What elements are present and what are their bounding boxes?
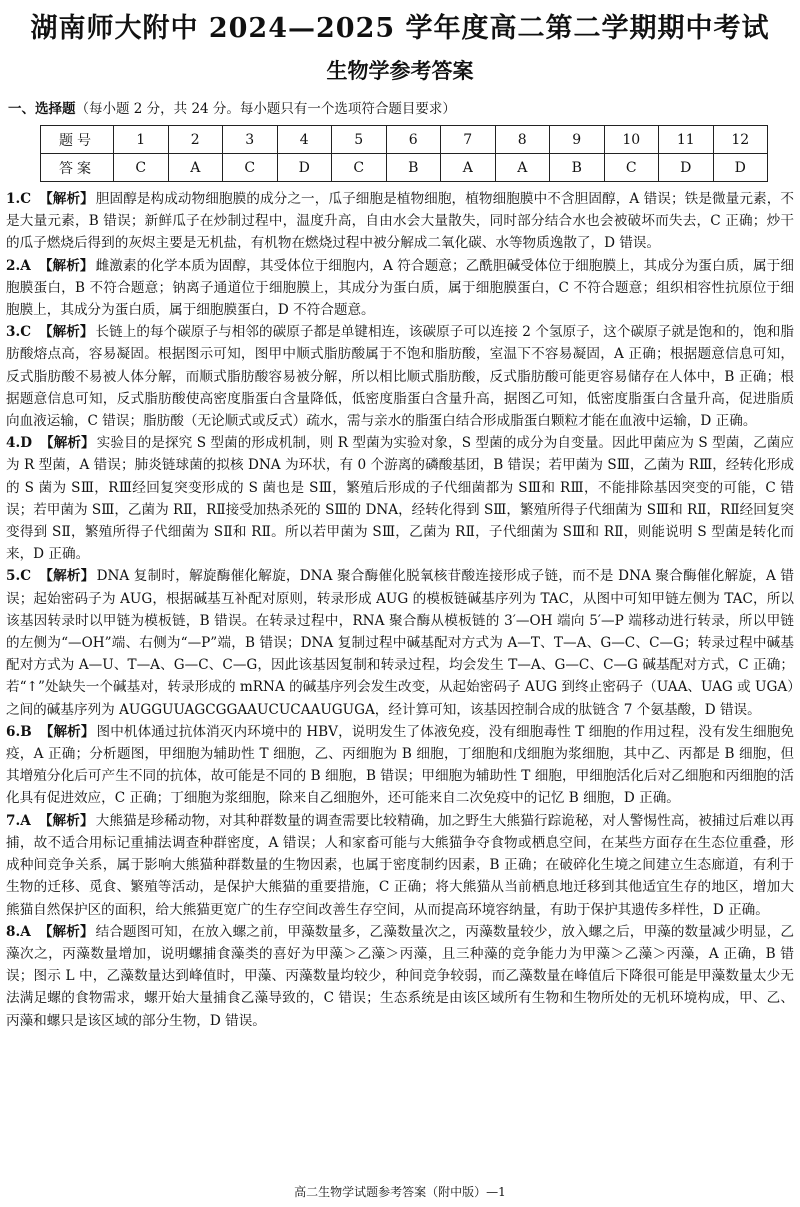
answer-cell: A — [441, 154, 496, 182]
answer-cell: C — [604, 154, 659, 182]
question-number-cell: 9 — [550, 126, 605, 154]
explanation-item — [6, 188, 794, 255]
item-text: 结合题图可知，在放入螺之前，甲藻数量多，乙藻数量次之，丙藻数量较少，放入螺之后，甲藻的数量减少明显，乙藻次之，丙藻数量增加，说明螺捕食藻类的喜好为甲藻＞乙藻＞丙藻，且三种藻的竞争能力为甲藻＞乙藻＞丙藻，A 正确，B 错误；图示 L 中，乙藻数量达到峰值时，甲藻、丙藻数量均较少，种间竞争较弱，而乙藻数量在峰值后下降很可能是甲藻数量太少无法满足螺的食物需求，螺开始大量捕食乙藻导致的，C 错误；生态系统是由该区域所有生物和生物所处的无机环境构成，甲、乙、丙藻和螺只是该区域的部分生物，D 错误。 — [6, 923, 795, 1029]
item-number: 4.D — [6, 435, 32, 452]
item-tag: 【解析】 — [39, 324, 94, 341]
explanation-item — [6, 255, 794, 322]
question-number-cell: 1 — [114, 126, 169, 154]
item-text: 雌激素的化学本质为固醇，其受体位于细胞内，A 符合题意；乙酰胆碱受体位于细胞膜上，其成分为蛋白质，属于细胞膜蛋白，B 不符合题意；钠离子通道位于细胞膜上，其成分为蛋白质，属于细胞膜蛋白，C 不符合题意；组织相容性抗原位于细胞膜上，其成分为蛋白质，属于细胞膜蛋白，D 不符合题意。 — [6, 257, 795, 319]
answer-cell: A — [495, 154, 550, 182]
explanation-item — [6, 565, 794, 720]
answer-cell: C — [223, 154, 278, 182]
item-tag: 【解析】 — [38, 812, 94, 829]
item-text: 实验目的是探究 S 型菌的形成机制，则 R 型菌为实验对象，S 型菌的成分为自变量。因此甲菌应为 S 型菌，乙菌应为 R 型菌，A 错误；肺炎链球菌的拟核 DNA 为环状，有 0 个游离的磷酸基团，B 错误；若甲菌为 SⅢ，乙菌为 RⅢ，经转化形成的 S 菌为 SⅢ，RⅢ经回复突变形成的 S 菌也是 SⅢ，繁殖后形成的子代细菌都为 SⅢ和 RⅢ，不能排除基因突变的可能，C 错误；若甲菌为 SⅢ，乙菌为 RⅡ，RⅡ接受加热杀死的 SⅢ的 DNA，经转化得到 SⅢ，繁殖所得子代细菌为 SⅢ和 RⅡ，RⅡ经回复突变得到 SⅡ，繁殖所得子代细菌为 SⅡ和 RⅡ。所以若甲菌为 SⅢ，乙菌为 RⅡ，子代细菌为 SⅢ和 RⅡ，则能说明 S 型菌是转化而来，D 正确。 — [6, 435, 794, 563]
section-heading — [8, 97, 456, 117]
section-heading-label: 一、选择题 — [8, 101, 76, 117]
question-number-cell: 4 — [277, 126, 332, 154]
page-title: 湖南师大附中 2024—2025 学年度高二第二学期期中考试 — [30, 13, 770, 44]
item-tag: 【解析】 — [39, 723, 95, 740]
item-number: 7.A — [6, 812, 31, 829]
answer-row-label: 答案 — [41, 154, 114, 182]
item-text: 胆固醇是构成动物细胞膜的成分之一，瓜子细胞是植物细胞，植物细胞膜中不含胆固醇，A 错误；铁是微量元素，不是大量元素，B 错误；新鲜瓜子在炒制过程中，温度升高，自由水会大量散失，同时部分结合水也会被破坏而失去，C 正确；炒干的瓜子燃烧后得到的灰烬主要是无机盐，有机物在燃烧过程中被分解成二氧化碳、水等物质逸散了，D 错误。 — [6, 191, 794, 252]
item-text: DNA 复制时，解旋酶催化解旋，DNA 聚合酶催化脱氧核苷酸连接形成子链，而不是 DNA 聚合酶催化解旋，A 错误；起始密码子为 AUG，根据碱基互补配对原则，转录形成 AUG 的模板链碱基序列为 TAC，从图中可知甲链左侧为 TAC，所以该基因转录时以甲链为模板链，B 错误。在转录过程中，RNA 聚合酶从模板链的 3′—OH 端向 5′—P 端移动进行转录，所以甲链的左侧为“—OH”端、右侧为“—P”端，B 错误；DNA 复制过程中碱基配对方式为 A—T、T—A、G—C、C—G；转录过程中碱基配对方式为 A—U、T—A、G—C、C—G，因此该基因复制和转录过程，均会发生 T—A、G—C、C—G 碱基配对方式，C 正确；若“↑”处缺失一个碱基对，转录形成的 mRNA 的碱基序列会发生改变，从起始密码子 AUG 到终止密码子（UAA、UAG 或 UGA）之间的碱基序列为 AUGGUUAGCGGAAUCUCAAUGUGA，经计算可知，该基因控制合成的肽链含 7 个氨基酸，D 错误。 — [6, 568, 794, 718]
item-number: 2.A — [6, 257, 31, 274]
item-number: 5.C — [6, 568, 32, 585]
explanation-item — [6, 432, 794, 565]
answer-table-answer-row — [41, 154, 768, 182]
item-number: 3.C — [6, 324, 32, 341]
page-footer: 高二生物学试题参考答案（附中版）—1 — [294, 1185, 506, 1199]
number-row-label: 题号 — [41, 126, 114, 154]
question-number-cell: 6 — [386, 126, 441, 154]
question-number-cell: 7 — [441, 126, 496, 154]
explanation-list — [6, 188, 794, 1032]
question-number-cell: 10 — [604, 126, 659, 154]
question-number-cell: 2 — [168, 126, 223, 154]
explanation-item — [6, 921, 794, 1032]
item-number: 6.B — [6, 723, 32, 740]
answer-table — [40, 125, 768, 182]
item-number: 1.C — [6, 191, 32, 207]
question-number-cell: 5 — [332, 126, 387, 154]
item-tag: 【解析】 — [38, 923, 94, 940]
item-tag: 【解析】 — [38, 257, 94, 274]
item-number: 8.A — [6, 923, 31, 940]
page-subtitle: 生物学参考答案 — [326, 58, 474, 83]
answer-table-number-row — [41, 126, 768, 154]
item-tag: 【解析】 — [39, 568, 95, 585]
section-heading-note: （每小题 2 分，共 24 分。每小题只有一个选项符合题目要求） — [75, 101, 456, 117]
item-text: 长链上的每个碳原子与相邻的碳原子都是单键相连，该碳原子可以连接 2 个氢原子，这个碳原子就是饱和的，饱和脂肪酸熔点高，容易凝固。根据图示可知，图甲中顺式脂肪酸属于不饱和脂肪酸，室温下不容易凝固，A 正确；根据题意信息可知，反式脂肪酸不易被人体分解，而顺式脂肪酸容易被分解，所以相比顺式脂肪酸，反式脂肪酸可能更容易储存在人体中，B 正确；根据题意信息可知，反式脂肪酸使高密度脂蛋白含量降低，低密度脂蛋白含量升高，据图乙可知，低密度脂蛋白含量升高，促进脂质向血液运输，C 错误；脂肪酸（无论顺式或反式）疏水，需与亲水的脂蛋白结合形成脂蛋白颗粒才能在血液中运输，D 正确。 — [6, 324, 795, 430]
item-text: 图中机体通过抗体消灭内环境中的 HBV，说明发生了体液免疫，没有细胞毒性 T 细胞的作用过程，没有发生细胞免疫，A 正确；分析题图，甲细胞为辅助性 T 细胞，乙、丙细胞为 B 细胞，丁细胞和戊细胞为浆细胞，其中乙、丙都是 B 细胞，但其增殖分化后可产生不同的抗体，故可能是不同的 B 细胞，B 错误；甲细胞为辅助性 T 细胞，甲细胞活化后对乙细胞和丙细胞的活化具有促进效应，C 正确；丁细胞为浆细胞，除来自乙细胞外，还可能来自二次免疫中的记忆 B 细胞，D 正确。 — [6, 723, 794, 807]
item-text: 大熊猫是珍稀动物，对其种群数量的调查需要比较精确，加之野生大熊猫行踪诡秘，对人警惕性高，被捕过后难以再捕，故不适合用标记重捕法调查种群密度，A 错误；人和家畜可能与大熊猫争夺食物或栖息空间，在某些方面存在生态位重叠，形成种间竞争关系，属于影响大熊猫种群数量的生物因素，也属于密度制约因素，B 正确；在破碎化生境之间建立生态廊道，有利于生物的迁移、觅食、繁殖等活动，是保护大熊猫的重要措施，C 正确；将大熊猫从当前栖息地迁移到其他适宜生存的地区，增加大熊猫自然保护区的面积，给大熊猫更宽广的生存空间改善生存空间，从而提高环境容纳量，有助于保护其遗传多样性，D 正确。 — [6, 812, 795, 918]
answer-cell: B — [550, 154, 605, 182]
answer-cell: C — [114, 154, 169, 182]
answer-cell: D — [277, 154, 332, 182]
answer-cell: A — [168, 154, 223, 182]
question-number-cell: 11 — [659, 126, 714, 154]
question-number-cell: 8 — [495, 126, 550, 154]
explanation-item — [6, 810, 794, 921]
question-number-cell: 12 — [713, 126, 768, 154]
explanation-item — [6, 721, 794, 810]
answer-cell: D — [659, 154, 714, 182]
item-tag: 【解析】 — [39, 435, 95, 452]
explanation-item — [6, 321, 794, 432]
answer-cell: B — [386, 154, 441, 182]
answer-cell: C — [332, 154, 387, 182]
question-number-cell: 3 — [223, 126, 278, 154]
item-tag: 【解析】 — [39, 191, 94, 207]
answer-cell: D — [713, 154, 768, 182]
